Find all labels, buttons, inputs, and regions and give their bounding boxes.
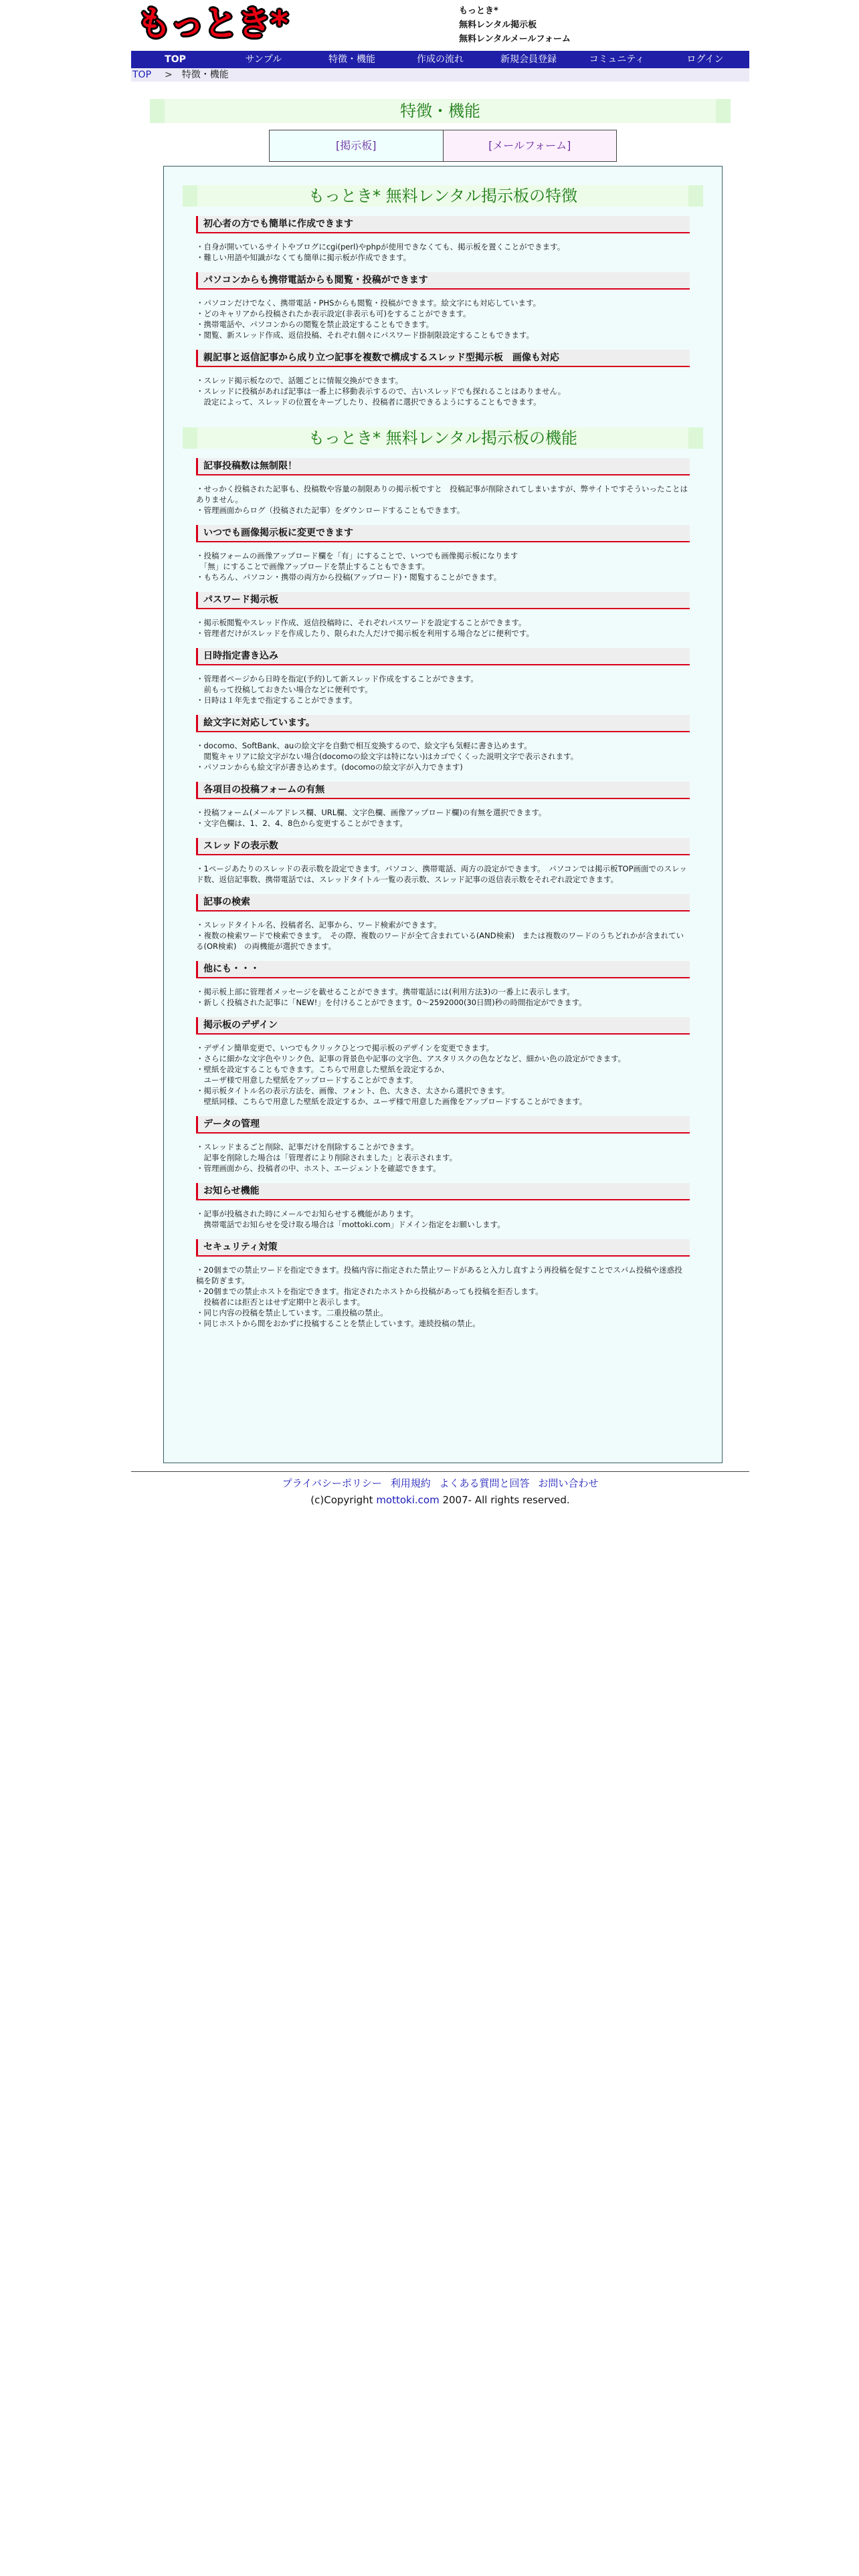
feature-line: 前もって投稿しておきたい場合などに便利です。 <box>196 685 373 694</box>
feature-line: ・同じ内容の投稿を禁止しています。二重投稿の禁止。 <box>196 1308 388 1317</box>
copyright-link[interactable]: mottoki.com <box>376 1494 440 1506</box>
site-link-bbs[interactable]: 無料レンタル掲示板 <box>459 20 537 30</box>
feature-line: 壁紙同様、こちらで用意した壁紙を設定するか、ユーザ様で用意した画像をアップロードすることができます。 <box>196 1097 587 1106</box>
feature-text <box>196 375 690 407</box>
nav-flow[interactable]: 作成の流れ <box>417 54 464 65</box>
feature-block <box>196 272 690 340</box>
feature-block <box>196 592 690 639</box>
footer-link-terms[interactable]: 利用規約 <box>390 1477 431 1489</box>
copyright-prefix: (c)Copyright <box>310 1494 377 1506</box>
feature-heading: 掲示板のデザイン <box>196 1017 690 1035</box>
section-title-features: もっとき* 無料レンタル掲示板の特徴 <box>183 185 703 207</box>
feature-block <box>196 961 690 1008</box>
footer-link-faq[interactable]: よくある質問と回答 <box>439 1477 530 1489</box>
feature-line: 設定によって、スレッドの位置をキープしたり、投稿者に選択できるようにすることもできます。 <box>196 397 541 407</box>
page-wrapper <box>131 0 749 1506</box>
feature-line: ・さらに細かな文字色やリンク色、記事の背景色や記事の文字色、アスタリスクの色などなど、細かい色の設定ができます。 <box>196 1054 626 1063</box>
feature-line: ・投稿フォーム(メールアドレス欄、URL欄、文字色欄、画像アップロード欄)の有無を選択できます。 <box>196 808 547 817</box>
feature-line: ・どのキャリアから投稿されたか表示設定(非表示も可)をすることができます。 <box>196 309 471 318</box>
feature-line: 携帯電話でお知らせを受け取る場合は「mottoki.com」ドメイン指定をお願いします。 <box>196 1220 505 1229</box>
feature-block <box>196 1239 690 1329</box>
feature-line: ユーザ様で用意した壁紙をアップロードすることができます。 <box>196 1075 418 1085</box>
feature-heading: セキュリティ対策 <box>196 1239 690 1257</box>
feature-line: ・文字色欄は、1、2、4、8色から変更することができます。 <box>196 819 407 828</box>
feature-block <box>196 216 690 263</box>
feature-block <box>196 458 690 516</box>
nav-community[interactable]: コミュニティ <box>589 54 645 65</box>
feature-line: ・スレッドに投稿があれば記事は一番上に移動表示するので、古いスレッドでも探れることはありません。 <box>196 387 566 396</box>
feature-line: 閲覧キャリアに絵文字がない場合(docomoの絵文字は特にない)はカゴでくくった説明文字で表示されます。 <box>196 752 579 761</box>
feature-text <box>196 807 690 829</box>
feature-line: ・自身が開いているサイトやブログにcgi(perl)やphpが使用できなくても、掲示板を置くことができます。 <box>196 242 565 251</box>
nav-sample[interactable]: サンプル <box>245 54 282 65</box>
feature-block <box>196 838 690 885</box>
feature-heading: パソコンからも携帯電話からも閲覧・投稿ができます <box>196 272 690 290</box>
feature-heading: 各項目の投稿フォームの有無 <box>196 782 690 799</box>
feature-line: ・閲覧、新スレッド作成、返信投稿、それぞれ個々にパスワード掛制限設定することもできます。 <box>196 330 534 340</box>
feature-line: ・デザイン簡単変更で、いつでもクリックひとつで掲示板のデザインを変更できます。 <box>196 1043 494 1053</box>
feature-text <box>196 986 690 1008</box>
feature-list <box>164 216 722 407</box>
site-header <box>131 0 749 51</box>
feature-block <box>196 1116 690 1174</box>
feature-heading: いつでも画像掲示板に変更できます <box>196 525 690 542</box>
footer-links <box>131 1476 749 1491</box>
feature-heading: 日時指定書き込み <box>196 648 690 665</box>
feature-tabs <box>269 130 617 162</box>
breadcrumb-separator: > <box>165 70 173 80</box>
feature-text <box>196 1208 690 1230</box>
feature-block <box>196 525 690 582</box>
footer-link-contact[interactable]: お問い合わせ <box>538 1477 599 1489</box>
tab-bbs[interactable]: [掲示板] <box>269 130 444 162</box>
feature-heading: 記事の検索 <box>196 894 690 911</box>
feature-line: ・記事が投稿された時にメールでお知らせする機能があります。 <box>196 1209 419 1218</box>
footer-divider <box>131 1471 749 1472</box>
feature-line: ・docomo、SoftBank、auの絵文字を自動で相互変換するので、絵文字も気軽に書き込めます。 <box>196 741 532 750</box>
breadcrumb-current: 特徴・機能 <box>181 70 229 80</box>
feature-line: ・日時は１年先まで指定することができます。 <box>196 695 357 705</box>
feature-line: 投稿者には拒否とはせず定期中と表示します。 <box>196 1297 365 1307</box>
feature-text <box>196 241 690 263</box>
section-title-functions: もっとき* 無料レンタル掲示板の機能 <box>183 427 703 449</box>
function-list <box>164 458 722 1329</box>
feature-heading: 他にも・・・ <box>196 961 690 978</box>
feature-line: ・スレッドまるごと削除、記事だけを削除することができます。 <box>196 1142 419 1152</box>
feature-line: ・パソコンだけでなく、携帯電話・PHSからも閲覧・投稿ができます。絵文字にも対応しています。 <box>196 298 541 308</box>
nav-login[interactable]: ログイン <box>686 54 724 65</box>
nav-features[interactable]: 特徴・機能 <box>328 54 375 65</box>
feature-block <box>196 1017 690 1107</box>
feature-line: ・投稿フォームの画像アップロード欄を「有」にすることで、いつでも画像掲示板になります <box>196 551 518 560</box>
feature-text <box>196 617 690 639</box>
feature-text <box>196 1043 690 1107</box>
feature-text <box>196 673 690 706</box>
feature-line: ・管理画面から、投稿者の中、ホスト、エージェントを確認できます。 <box>196 1164 441 1173</box>
feature-block <box>196 648 690 706</box>
feature-line: ・壁紙を設定することもできます。こちらで用意した壁紙を設定するか、 <box>196 1065 450 1074</box>
feature-line: ・掲示板上部に管理者メッセージを載せることができます。携帯電話には(利用方法3)の一番上に表示します。 <box>196 987 575 996</box>
feature-text <box>196 863 690 885</box>
nav-register[interactable]: 新規会員登録 <box>500 54 557 65</box>
feature-text <box>196 550 690 582</box>
site-link-mottoki[interactable]: もっとき* <box>459 6 498 16</box>
footer-link-privacy[interactable]: プライバシーポリシー <box>282 1477 382 1489</box>
feature-text <box>196 484 690 516</box>
feature-block <box>196 350 690 407</box>
feature-block <box>196 894 690 952</box>
feature-line: ・新しく投稿された記事に「NEW!」を付けることができます。0〜2592000(30日間)秒の時間指定ができます。 <box>196 998 587 1007</box>
feature-line: ・せっかく投稿された記事も、投稿数や容量の制限ありの掲示板ですと 投稿記事が削除されてしまいますが、弊サイトですそういったことはありません。 <box>196 484 688 504</box>
copyright-suffix: 2007- All rights reserved. <box>439 1494 570 1506</box>
feature-heading: お知らせ機能 <box>196 1183 690 1200</box>
feature-content <box>163 166 723 1463</box>
nav-top[interactable]: TOP <box>165 54 186 65</box>
feature-heading: 絵文字に対応しています。 <box>196 715 690 732</box>
feature-text <box>196 740 690 772</box>
main-nav <box>131 51 749 68</box>
feature-line: ・20個までの禁止ホストを指定できます。指定されたホストから投稿があっても投稿を拒否します。 <box>196 1287 543 1296</box>
feature-text <box>196 298 690 340</box>
feature-heading: データの管理 <box>196 1116 690 1134</box>
feature-line: ・掲示板閲覧やスレッド作成、返信投稿時に、それぞれパスワードを設定することができます。 <box>196 618 527 627</box>
feature-line: ・複数の検索ワードで検索できます。 その際、複数のワードが全て含まれている(AND検索) または複数のワードのうちどれかが含まれている(OR検索) の両機能が選択できます。 <box>196 931 684 951</box>
feature-heading: パスワード掲示板 <box>196 592 690 609</box>
feature-line: ・掲示板タイトル名の表示方法を、画像、フォント、色、大きさ、太さから選択できます。 <box>196 1086 510 1095</box>
feature-text <box>196 1142 690 1174</box>
feature-text <box>196 1265 690 1329</box>
feature-line: 「無」にすることで画像アップロードを禁止することもできます。 <box>196 562 430 571</box>
feature-line: ・スレッドタイトル名、投稿者名、記事から、ワード検索ができます。 <box>196 920 442 930</box>
feature-heading: 記事投稿数は無制限！ <box>196 458 690 475</box>
feature-block <box>196 782 690 829</box>
feature-line: ・難しい用語や知識がなくても簡単に掲示板が作成できます。 <box>196 253 411 262</box>
site-logo[interactable]: もっとき* <box>136 4 288 44</box>
feature-line: ・スレッド掲示板なので、話題ごとに情報交換ができます。 <box>196 376 403 385</box>
feature-line: ・もちろん、パソコン・携帯の両方から投稿(アップロード)・閲覧することができます。 <box>196 572 502 582</box>
feature-block <box>196 715 690 772</box>
copyright <box>131 1493 749 1507</box>
feature-line: ・1ページあたりのスレッドの表示数を設定できます。パソコン、携帯電話、両方の設定ができます。 パソコンでは掲示板TOP画面でのスレッド数、返信記事数、携帯電話では、スレッドタイトル一覧の表示数、スレッド記事の返信表示数をそれぞれ設定できます。 <box>196 864 687 884</box>
feature-line: ・携帯電話や、パソコンからの閲覧を禁止設定することもできます。 <box>196 320 434 329</box>
site-name-links <box>459 4 571 46</box>
feature-line: ・管理者ページから日時を指定(予約)して新スレッド作成をすることができます。 <box>196 674 478 683</box>
feature-heading: 初心者の方でも簡単に作成できます <box>196 216 690 233</box>
feature-line: 記事を削除した場合は「管理者により削除されました」と表示されます。 <box>196 1153 458 1162</box>
feature-line: ・20個までの禁止ワードを指定できます。投稿内容に指定された禁止ワードがあると入力し直すよう再投稿を促すことでスパム投稿や迷惑投稿を防ぎます。 <box>196 1265 682 1285</box>
page-title: 特徴・機能 <box>150 99 731 123</box>
breadcrumb-top-link[interactable]: TOP <box>132 70 152 80</box>
feature-heading: 親記事と返信記事から成り立つ記事を複数で構成するスレッド型掲示板 画像も対応 <box>196 350 690 367</box>
tab-mailform[interactable]: [メールフォーム] <box>444 130 617 162</box>
feature-line: ・管理画面からログ（投稿された記事）をダウンロードすることもできます。 <box>196 506 465 515</box>
breadcrumb <box>131 68 749 82</box>
site-link-mailform[interactable]: 無料レンタルメールフォーム <box>459 34 571 44</box>
feature-heading: スレッドの表示数 <box>196 838 690 855</box>
feature-line: ・同じホストから間をおかずに投稿することを禁止しています。連続投稿の禁止。 <box>196 1319 480 1328</box>
feature-line: ・パソコンからも絵文字が書き込めます。(docomoの絵文字が入力できます) <box>196 762 463 772</box>
feature-block <box>196 1183 690 1230</box>
feature-text <box>196 920 690 952</box>
feature-line: ・管理者だけがスレッドを作成したり、限られた人だけで掲示板を利用する場合などに便利です。 <box>196 629 534 638</box>
